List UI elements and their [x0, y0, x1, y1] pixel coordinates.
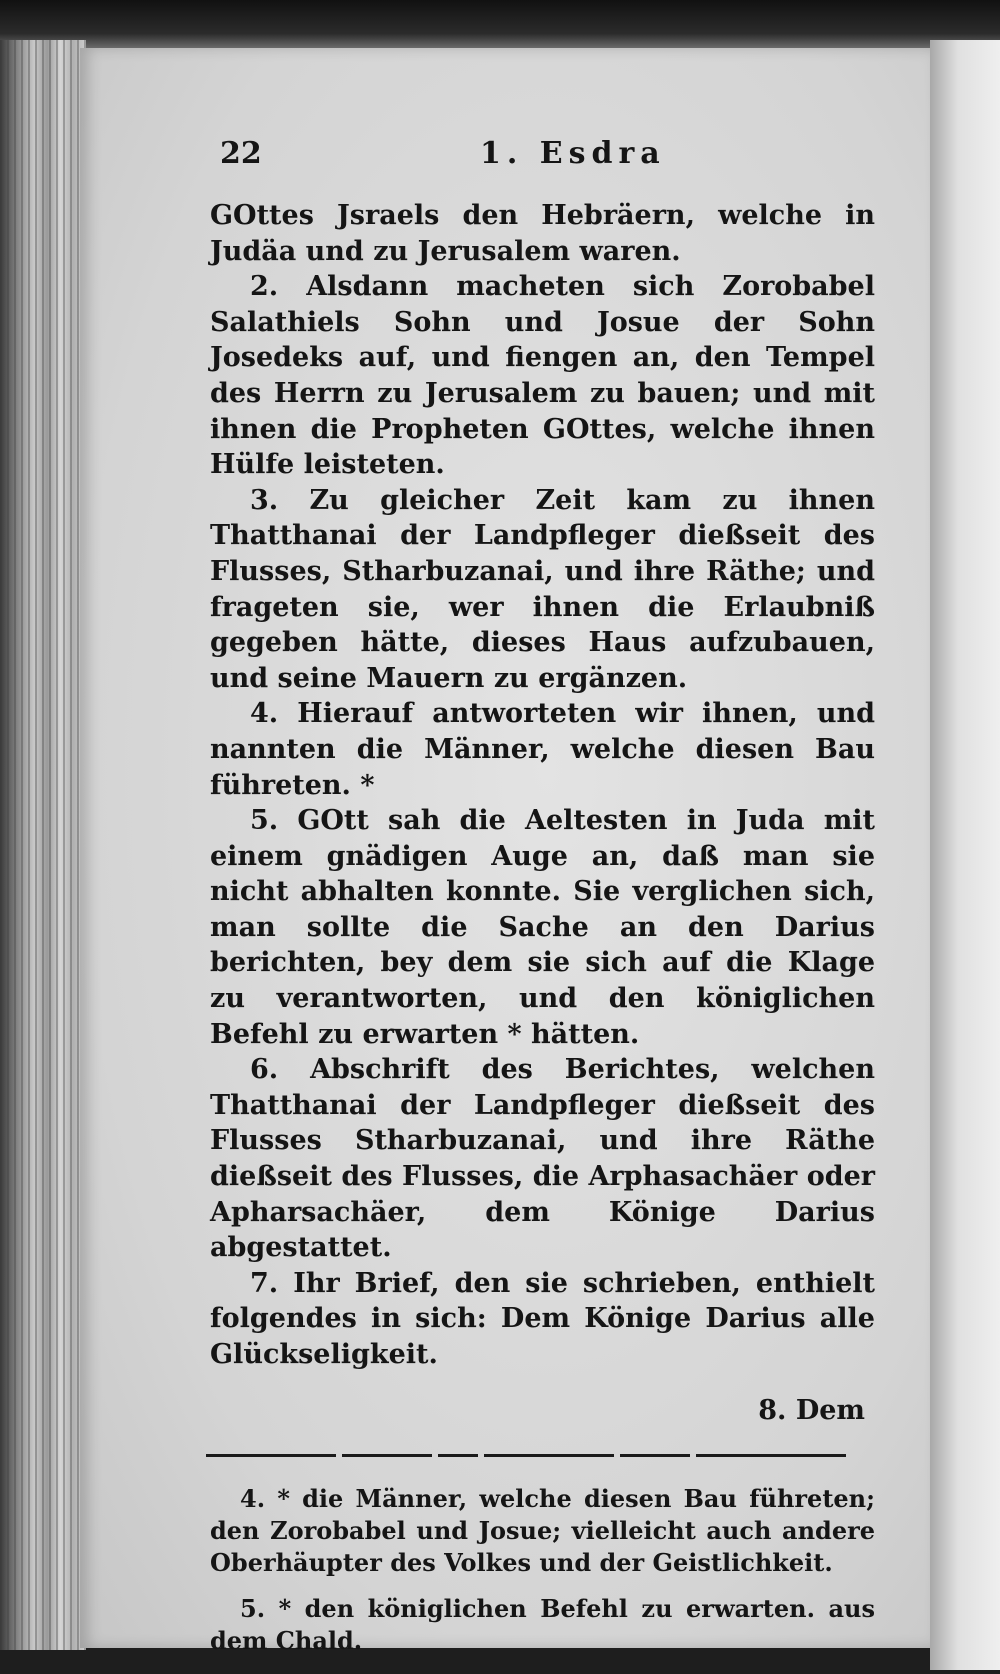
footnote-5: 5. * den königlichen Befehl zu erwarten. aus dem Chald. — [210, 1593, 875, 1655]
scan-top-border — [0, 0, 1000, 48]
main-text — [210, 198, 875, 1373]
catchword: 8. Dem — [758, 1394, 865, 1426]
verse-4: 4. Hierauf antworteten wir ihnen, und nannten die Männer, welche diesen Bau führeten. * — [210, 698, 875, 801]
footnote-4: 4. * die Männer, welche diesen Bau führeten; den Zorobabel und Josue; vielleicht auch andere Oberhäupter des Volkes und der Geistlichkeit. — [210, 1483, 875, 1577]
verse-5: 5. GOtt sah die Aeltesten in Juda mit einem gnädigen Auge an, daß man sie nicht abhalten konnte. Sie verglichen sich, man sollte die Sache an den Darius berichten, bey dem sie sich auf die Klage zu verantworten, und den königlichen Befehl zu erwarten * hätten. — [210, 805, 875, 1050]
facing-page-edge — [930, 40, 1000, 1670]
page-number: 22 — [220, 136, 262, 171]
footnote-rule — [206, 1454, 874, 1457]
verse-2: 2. Alsdann macheten sich Zorobabel Salathiels Sohn und Josue der Sohn Josedeks auf, und fiengen an, den Tempel des Herrn zu Jerusalem zu bauen; und mit ihnen die Propheten GOttes, welche ihnen Hülfe leisteten. — [210, 271, 875, 481]
verse-3: 3. Zu gleicher Zeit kam zu ihnen Thatthanai der Landpfleger dießseit des Flusses, Stharbuzanai, und ihre Räthe; und frageten sie, wer ihnen die Erlaubniß gegeben hätte, dieses Haus aufzubauen, und seine Mauern zu ergänzen. — [210, 484, 875, 694]
verse-7: 7. Ihr Brief, den sie schrieben, enthielt folgendes in sich: Dem Könige Darius alle Glückseligkeit. — [210, 1267, 875, 1370]
running-title: 1. Esdra — [480, 136, 666, 171]
verse-1-continuation: GOttes Jsraels den Hebräern, welche in Judäa und zu Jerusalem waren. — [210, 200, 875, 267]
footnotes — [210, 1483, 875, 1657]
page-stack-edge — [0, 40, 86, 1650]
page-header — [210, 136, 875, 176]
page-content — [210, 136, 875, 1671]
verse-6: 6. Abschrift des Berichtes, welchen Thatthanai der Landpfleger dießseit des Flusses Stharbuzanai, und ihre Räthe dießseit des Flusses, die Arphasachäer oder Apharsachäer, dem Könige Darius abgestattet. — [210, 1054, 875, 1264]
